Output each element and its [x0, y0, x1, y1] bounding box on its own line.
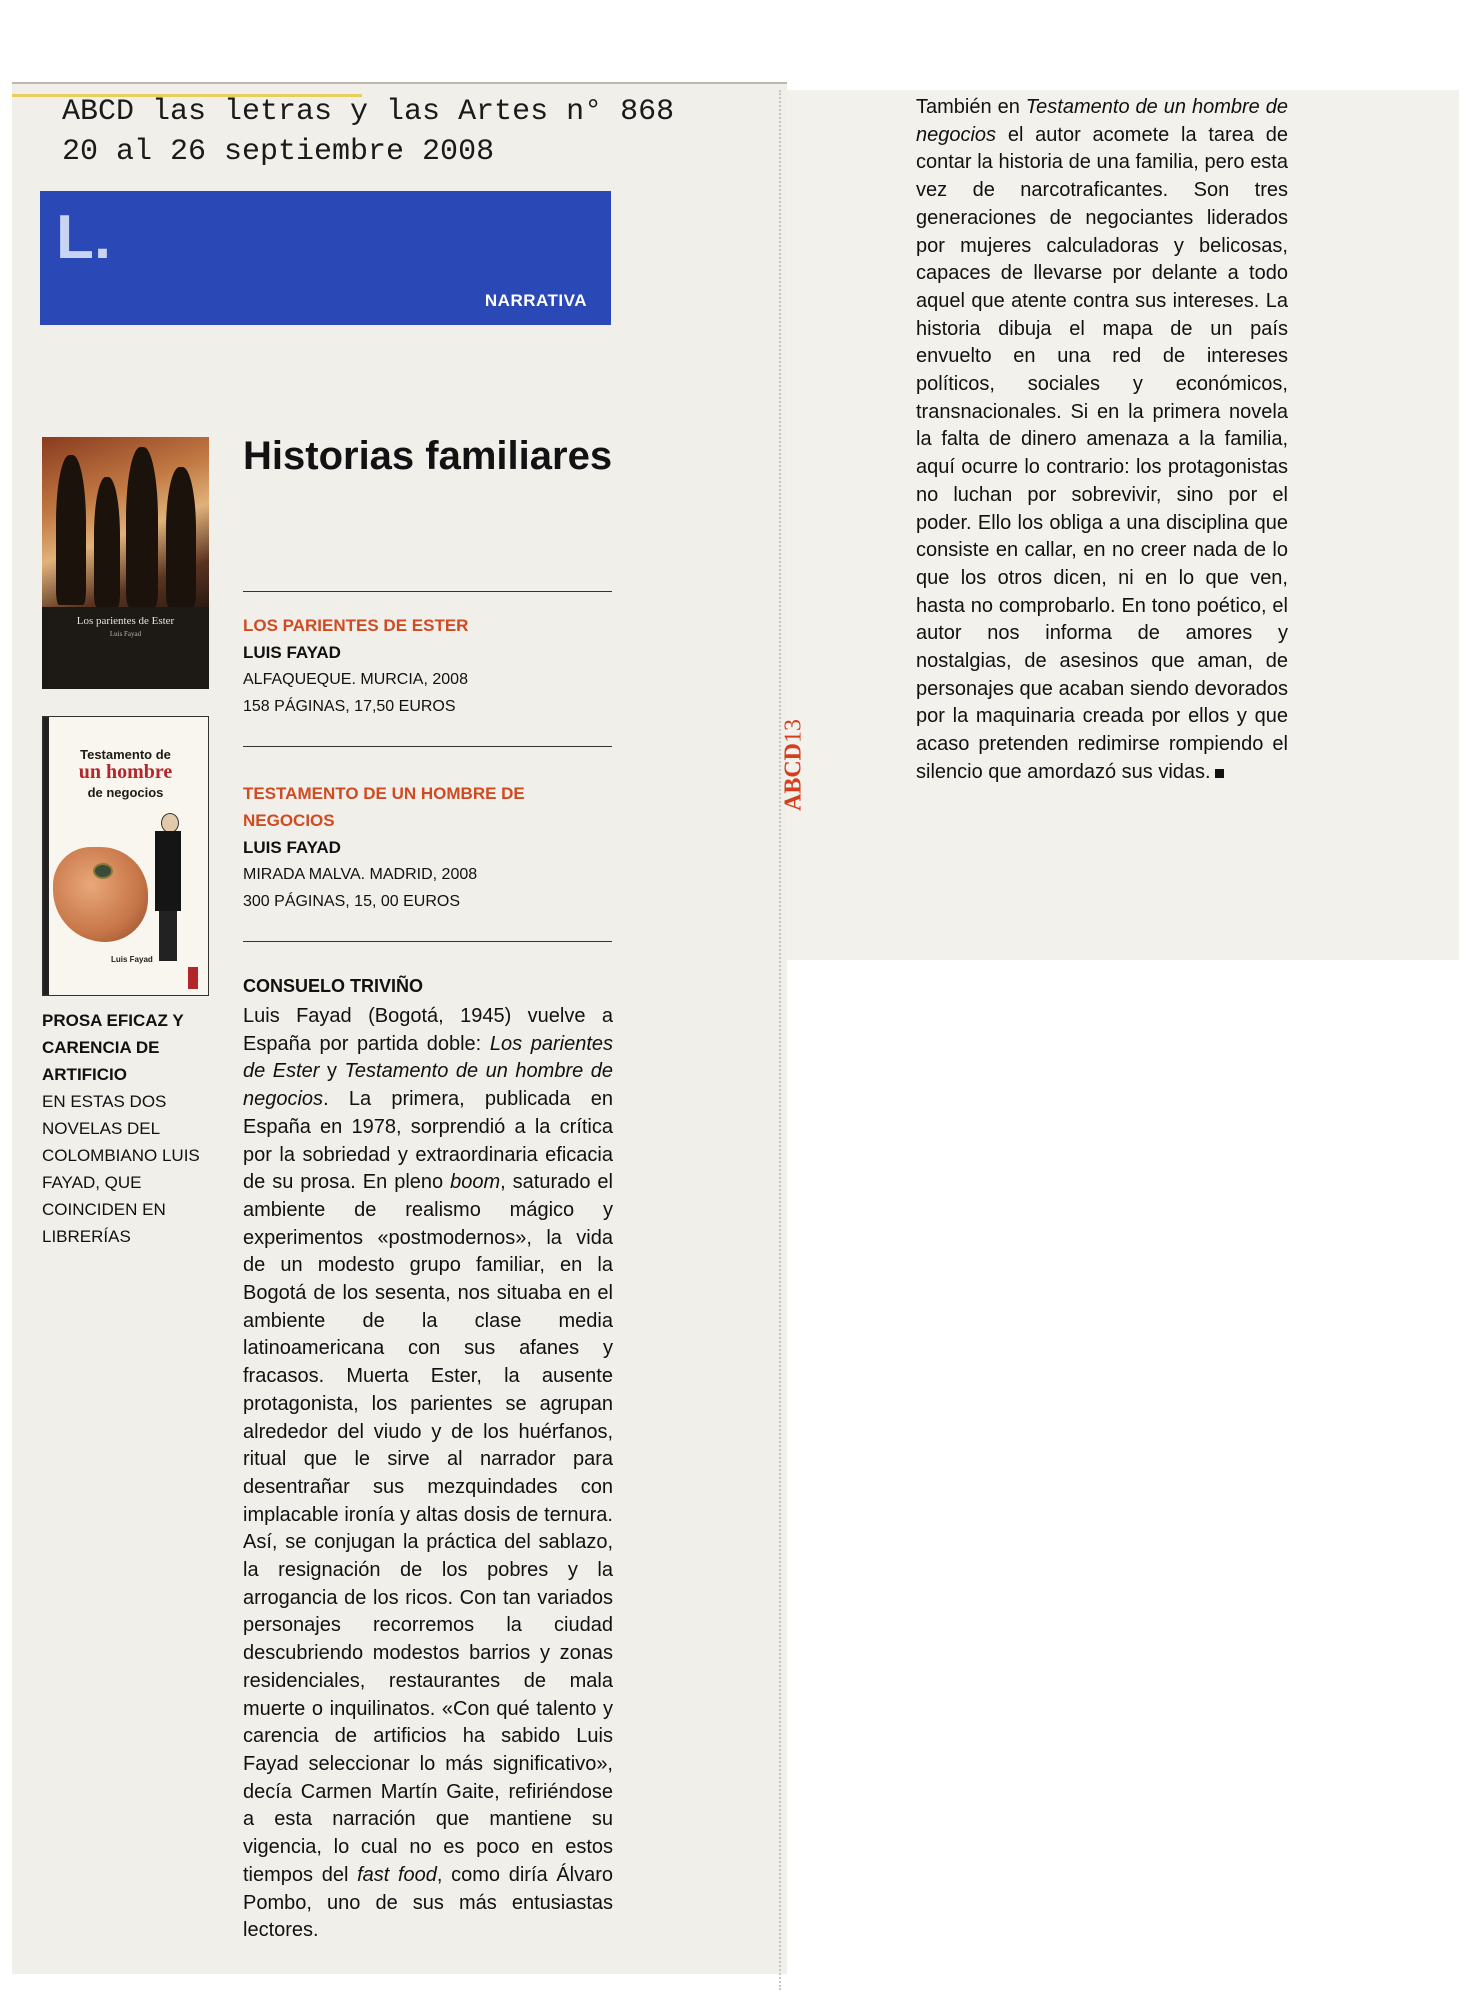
book-title: LOS PARIENTES DE ESTER: [243, 616, 469, 635]
article-body-column-1: [243, 1003, 613, 1945]
cover-photo: [42, 437, 209, 607]
book-pages-price: 158 PÁGINAS, 17,50 EUROS: [243, 698, 456, 715]
publisher-logo: [188, 967, 198, 989]
book-title: TESTAMENTO DE UN HOMBRE DE NEGOCIOS: [243, 784, 525, 830]
cover2-title-line3: de negocios: [87, 785, 164, 800]
cover2-title-line1: Testamento de: [80, 747, 171, 762]
page-number: 13: [780, 719, 807, 743]
book-author: LUIS FAYAD: [243, 643, 341, 662]
body-text: Luis Fayad (Bogotá, 1945) vuelve a España por partida doble:: [243, 1005, 613, 1055]
body-text: y: [319, 1060, 345, 1083]
page-marker: [781, 700, 807, 830]
reviewer-byline: CONSUELO TRIVIÑO: [243, 976, 424, 996]
hand-illustration: [53, 847, 148, 942]
italic-term: boom: [450, 1171, 501, 1194]
divider: [243, 941, 612, 942]
man-illustration: [155, 813, 181, 963]
side-heading: PROSA EFICAZ Y CARENCIA DE ARTIFICIO: [42, 1011, 184, 1084]
article-body-column-2: [916, 94, 1288, 787]
section-label: NARRATIVA: [484, 291, 587, 310]
italic-term: fast food: [357, 1863, 437, 1886]
side-text: EN ESTAS DOS NOVELAS DEL COLOMBIANO LUIS FAYAD, QUE COINCIDEN EN LIBRERÍAS: [42, 1092, 200, 1246]
article-title: Historias familiares: [243, 434, 613, 478]
book-pages-price: 300 PÁGINAS, 15, 00 EUROS: [243, 893, 460, 910]
cover2-title-line2: un hombre: [78, 761, 173, 783]
book-title-ref: Testamento de un hombre de negocios: [243, 1060, 614, 1111]
page-brand: ABCD: [780, 743, 807, 812]
book-cover-los-parientes-de-ester: [42, 437, 209, 689]
book-cover-testamento: [42, 716, 209, 996]
body-text: También en: [916, 96, 1026, 118]
clipping-header-line2: 20 al 26 septiembre 2008: [62, 135, 495, 169]
clipping-header: [62, 92, 674, 172]
side-blurb: [42, 1007, 212, 1250]
end-mark: [1215, 769, 1224, 778]
clipping-header-line1: ABCD las letras y las Artes n° 868: [62, 95, 675, 129]
body-text: , como diría Álvaro Pombo, uno de sus más entusiastas lectores.: [243, 1863, 614, 1942]
book-publisher: ALFAQUEQUE. MURCIA, 2008: [243, 671, 468, 688]
page-fold-line: [779, 90, 783, 1990]
divider: [243, 591, 612, 592]
body-text: el autor acomete la tarea de contar la historia de una familia, pero esta vez de narcotraficantes. Son tres generaciones de negociantes liderados por mujeres calculadoras y belicosas, capaces de llevarse por delante a todo aquel que atente contra sus intereses. La historia dibuja el mapa de un país envuelto en una red de intereses políticos, sociales y económicos, transnacionales. Si en la primera novela la falta de dinero amenaza a la familia, aquí ocurre lo contrario: los protagonistas no luchan por sobrevivir, sino por el poder. Ello los obliga a una disciplina que consiste en callar, en no creer nada de lo que los otros dicen, ni en lo que ven, hasta no comprobarlo. En tono poético, el autor nos informa de amores y nostalgias, de asesinos que aman, de personajes que acaban siendo devorados por la maquinaria creada por ellos y que acaso pretenden redimirse rompiendo el silencio que amordazó sus vidas.: [916, 123, 1288, 783]
book-title-ref: Testamento de un hombre de negocios: [916, 96, 1288, 146]
cover1-title: Los parientes de Ester: [76, 615, 175, 627]
section-banner: [40, 191, 611, 325]
publisher-logo: [130, 662, 200, 672]
book-info-1: [243, 612, 613, 720]
cover1-author: Luis Fayad: [109, 630, 142, 638]
cover2-author: Luis Fayad: [111, 955, 153, 964]
body-text: . La primera, publicada en España en 1978, sorprendió a la crítica por la sobriedad y extraordinaria eficacia de su prosa. En pleno: [243, 1088, 613, 1194]
ring-illustration: [93, 863, 113, 879]
divider: [243, 746, 612, 747]
book-info-2: [243, 780, 613, 915]
book-author: LUIS FAYAD: [243, 838, 341, 857]
book-publisher: MIRADA MALVA. MADRID, 2008: [243, 866, 478, 883]
banner-logo: L.: [56, 203, 112, 272]
body-text: , saturado el ambiente de realismo mágico y experimentos «postmodernos», la vida de un modesto grupo familiar, en la Bogotá de los sesenta, nos situaba en el ambiente de la clase media latinoamericana con sus afanes y fracasos. Muerta Ester, la ausente protagonista, los parientes se agrupan alrededor del viudo y de los huérfanos, ritual que le sirve al narrador para desentrañar sus mezquindades con implacable ironía y altas dosis de ternura. Así, se conjugan la práctica del sablazo, la resignación de los pobres y la arrogancia de los ricos. Con tan variados personajes recorremos la ciudad descubriendo modestos barrios y zonas residenciales, restaurantes de mala muerte o inquilinatos. «Con qué talento y carencia de artificios ha sabido Luis Fayad seleccionar lo más significativo», decía Carmen Martín Gaite, refiriéndose a esta narración que mantiene su vigencia, lo cual no es poco en estos tiempos del: [243, 1171, 613, 1886]
book-title-ref: Los parientes de Ester: [243, 1032, 613, 1083]
